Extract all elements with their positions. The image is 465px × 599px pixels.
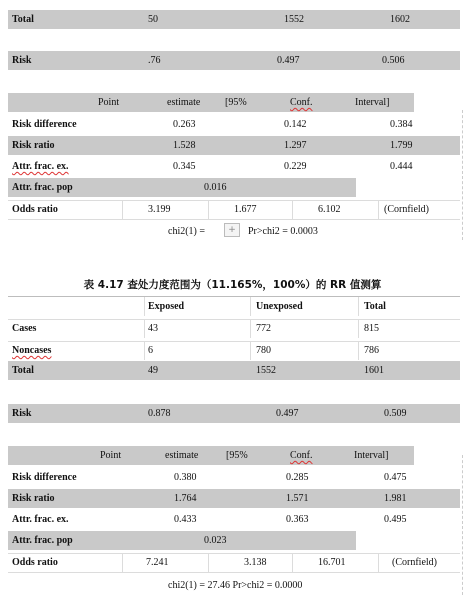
cell: 16.701 xyxy=(318,557,346,568)
cell: 0.384 xyxy=(390,119,413,130)
cell: (Cornfield) xyxy=(384,204,429,215)
t1-header-row xyxy=(8,93,414,112)
cell: 6.102 xyxy=(318,204,341,215)
cell: 0.263 xyxy=(173,119,196,130)
cell: 1.571 xyxy=(286,493,309,504)
cell: 0.380 xyxy=(174,472,197,483)
header-estimate: estimate xyxy=(167,97,201,108)
header-point: Point xyxy=(100,450,122,461)
row-label: Attr. frac. ex. xyxy=(12,161,69,172)
t1-chi-left: chi2(1) = xyxy=(168,226,206,237)
header-conf: Conf. xyxy=(290,97,313,108)
col-total: Total xyxy=(364,301,386,312)
t2-total-row xyxy=(8,361,460,380)
t2-row-attr-frac-ex xyxy=(8,510,460,529)
row-label: Attr. frac. ex. xyxy=(12,514,69,525)
header-interval: Interval] xyxy=(355,97,390,108)
row-label: Risk xyxy=(12,55,32,66)
cell: 786 xyxy=(364,345,379,356)
cell: 0.142 xyxy=(284,119,307,130)
cell: 1.677 xyxy=(234,204,257,215)
cell: 0.433 xyxy=(174,514,197,525)
cell: 7.241 xyxy=(146,557,169,568)
t2-chi-caption: chi2(1) = 27.46 Pr>chi2 = 0.0000 xyxy=(168,580,303,591)
cell: 1.799 xyxy=(390,140,413,151)
cell: 6 xyxy=(148,345,153,356)
col-exposed: Exposed xyxy=(148,301,185,312)
t2-header2-row xyxy=(8,446,414,465)
row-label: Risk ratio xyxy=(12,493,55,504)
t1-row-risk-difference xyxy=(8,115,460,134)
cell: 1601 xyxy=(364,365,384,376)
cell: 1.297 xyxy=(284,140,307,151)
cell: 0.509 xyxy=(384,408,407,419)
cell: 1.981 xyxy=(384,493,407,504)
row-label: Odds ratio xyxy=(12,557,58,568)
t2-noncases-row xyxy=(8,341,460,360)
t1-row-attr-frac-ex xyxy=(8,157,460,176)
cell: 50 xyxy=(148,14,158,25)
cell: 815 xyxy=(364,323,379,334)
row-label: Noncases xyxy=(12,345,52,356)
cell: 0.495 xyxy=(384,514,407,525)
cell: 0.363 xyxy=(286,514,309,525)
cell: 0.016 xyxy=(204,182,227,193)
t1-chi-right: Pr>chi2 = 0.0003 xyxy=(248,226,318,237)
header-ci-low: [95% xyxy=(225,97,247,108)
t1-row-risk-ratio xyxy=(8,136,460,155)
header-estimate: estimate xyxy=(165,450,199,461)
row-label: Total xyxy=(12,365,34,376)
header-interval: Interval] xyxy=(354,450,389,461)
row-label: Attr. frac. pop xyxy=(12,182,73,193)
t2-row-risk-ratio xyxy=(8,489,460,508)
t2-risk-row xyxy=(8,404,460,423)
row-label: Risk ratio xyxy=(12,140,55,151)
row-label: Risk difference xyxy=(12,472,77,483)
page-edge-guide xyxy=(462,110,464,240)
cell: 0.345 xyxy=(173,161,196,172)
plus-handle-icon[interactable]: + xyxy=(224,223,240,237)
row-label: Risk xyxy=(12,408,32,419)
t2-cases-row xyxy=(8,319,460,338)
cell: 780 xyxy=(256,345,271,356)
cell: 43 xyxy=(148,323,158,334)
header-ci-low: [95% xyxy=(226,450,248,461)
t2-row-attr-frac-pop xyxy=(8,531,356,550)
cell: 0.878 xyxy=(148,408,171,419)
cell: 1.528 xyxy=(173,140,196,151)
cell: 49 xyxy=(148,365,158,376)
cell: 0.506 xyxy=(382,55,405,66)
cell: 0.497 xyxy=(277,55,300,66)
cell: 772 xyxy=(256,323,271,334)
cell: 1552 xyxy=(284,14,304,25)
cell: 0.475 xyxy=(384,472,407,483)
table-title: 表 4.17 查处力度范围为（11.165%，100%）的 RR 值测算 xyxy=(83,279,382,291)
cell: (Cornfield) xyxy=(392,557,437,568)
cell: 1552 xyxy=(256,365,276,376)
header-conf: Conf. xyxy=(290,450,313,461)
cell: .76 xyxy=(148,55,161,66)
cell: 0.023 xyxy=(204,535,227,546)
t2-header-row xyxy=(8,297,460,316)
cell: 1.764 xyxy=(174,493,197,504)
cell: 0.229 xyxy=(284,161,307,172)
row-label: Cases xyxy=(12,323,37,334)
t2-row-risk-difference xyxy=(8,468,460,487)
t1-row-odds-ratio xyxy=(8,200,460,219)
t2-row-odds-ratio xyxy=(8,553,460,572)
t1-row-attr-frac-pop xyxy=(8,178,356,197)
cell: 3.199 xyxy=(148,204,171,215)
header-point: Point xyxy=(98,97,120,108)
cell: 0.497 xyxy=(276,408,299,419)
t1-total-row xyxy=(8,10,460,29)
t1-risk-row xyxy=(8,51,460,70)
cell: 3.138 xyxy=(244,557,267,568)
cell: 0.285 xyxy=(286,472,309,483)
row-label: Odds ratio xyxy=(12,204,58,215)
cell: 0.444 xyxy=(390,161,413,172)
cell: 1602 xyxy=(390,14,410,25)
row-label: Attr. frac. pop xyxy=(12,535,73,546)
page-edge-guide xyxy=(462,455,464,595)
col-unexposed: Unexposed xyxy=(256,301,303,312)
row-label: Total xyxy=(12,14,34,25)
row-label: Risk difference xyxy=(12,119,77,130)
